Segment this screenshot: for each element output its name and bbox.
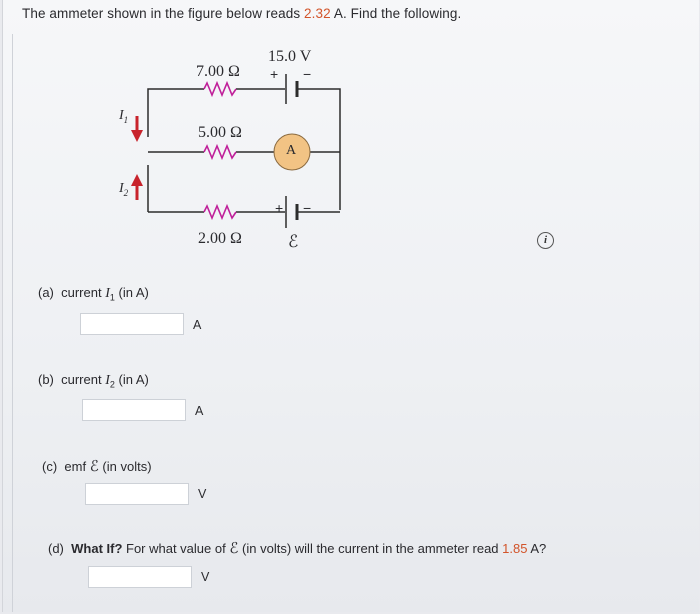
battery-emf-plus: + (275, 200, 284, 216)
answer-c-unit: V (198, 487, 207, 501)
answer-c-input[interactable] (85, 483, 189, 505)
resistor-7-ohm (204, 83, 236, 95)
battery-15v-label: 15.0 V (268, 48, 312, 65)
question-c-label (42, 457, 152, 476)
emf-label: ℰ (288, 232, 299, 251)
resistor-5-ohm (204, 146, 236, 158)
question-a-var: I (105, 286, 110, 301)
resistor-5-label: 5.00 Ω (198, 124, 242, 141)
question-b-suffix: (in A) (114, 372, 149, 387)
current-1-var: I (119, 108, 124, 123)
prompt-text-after: A. Find the following. (330, 6, 462, 21)
question-c-emf-symbol: ℰ (89, 459, 99, 475)
question-d-reading: 1.85 (502, 541, 528, 556)
question-b-sub: 2 (109, 379, 115, 390)
resistor-2-label: 2.00 Ω (198, 230, 242, 247)
question-d-text-middle: (in volts) will the current in the ammeter read (238, 541, 503, 556)
question-b-label (38, 372, 149, 390)
current-2-label (119, 181, 128, 198)
question-a-sub: 1 (109, 292, 115, 303)
battery-emf-minus: − (303, 200, 312, 216)
answer-b-unit: A (195, 404, 204, 418)
question-b-var: I (105, 373, 110, 388)
question-c-letter: (c) (42, 459, 58, 474)
question-b-letter: (b) (38, 372, 54, 387)
current-1-sub: 1 (123, 114, 129, 125)
question-c-text: emf (64, 459, 90, 474)
question-a-suffix: (in A) (114, 285, 149, 300)
info-icon[interactable]: i (537, 232, 554, 249)
question-c-suffix: (in volts) (98, 459, 152, 474)
ammeter-label: A (286, 143, 297, 158)
question-d-letter: (d) (48, 541, 64, 556)
question-a-label (38, 285, 149, 303)
question-d-emf-symbol: ℰ (229, 541, 239, 557)
answer-d-unit: V (201, 570, 210, 584)
resistor-7-label: 7.00 Ω (196, 63, 240, 80)
question-a-letter: (a) (38, 285, 54, 300)
battery-15v (286, 74, 297, 104)
battery-15v-plus: + (270, 66, 279, 82)
question-d-text-before: For what value of (122, 541, 230, 556)
question-a-text: current (61, 285, 106, 300)
question-b-text: current (61, 372, 106, 387)
circuit-wires (148, 89, 340, 212)
question-d-text-after: A? (527, 541, 547, 556)
prompt-text-before: The ammeter shown in the figure below reads (22, 6, 305, 21)
question-d-label (48, 539, 546, 558)
answer-b-input[interactable] (82, 399, 186, 421)
current-1-arrow (131, 116, 143, 142)
question-d-what-if: What If? (71, 541, 123, 556)
prompt-ammeter-reading: 2.32 (304, 6, 331, 21)
resistor-2-ohm (204, 206, 236, 218)
current-1-label (119, 108, 128, 125)
current-2-var: I (119, 181, 124, 196)
current-2-sub: 2 (123, 187, 129, 198)
answer-d-input[interactable] (88, 566, 192, 588)
answer-a-unit: A (193, 318, 202, 332)
battery-15v-minus: − (303, 66, 312, 82)
battery-emf (286, 196, 297, 228)
current-2-arrow (131, 174, 143, 200)
answer-a-input[interactable] (80, 313, 184, 335)
